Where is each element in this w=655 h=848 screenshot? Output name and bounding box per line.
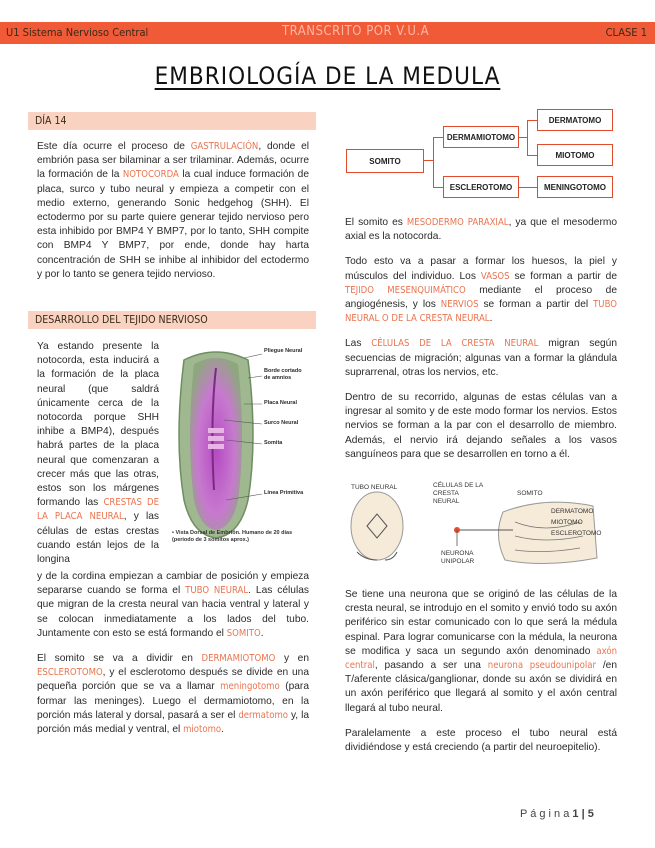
embryo-label-borde: Borde cortado de amnios	[264, 368, 302, 381]
right-paragraph-5: Se tiene una neurona que se originó de las células de la cresta neural, se introdujo en el somito y envió todo su axón periférico sin estar comunicado con lo que será la médula espinal. Para lograr comunicarse con la médula, la neurona se modifica y saca un segundo axón denominado axón central, pasando a ser una neurona pseudounipolar /en T/aferente clásica/ganglionar, donde su axón se dividirá en un axón periférico que llegará al somito y el axón central llegará al tubo neural.	[345, 589, 617, 714]
section1-paragraph: Este día ocurre el proceso de GASTRULACIÓN, donde el embrión pasa ser bilaminar a ser trilaminar. Además, ocurre la formación de la NOTOCORDA la cual induce formación de placa, surco y tubo neural y empieza a competir con el medio externo, generando Sonic hedgehog (SHH). El ectodermo por su parte quiere generar tejido nervioso pero esta inhibido por BMP4 Y BMP7, por lo tanto, SHH compite con BMP4 Y BMP7, por ende, donde hay harta concentración de SHH se inhibe al inhibidor del ectodermo y por lo tanto se genera tejido nervioso.	[37, 141, 309, 280]
header-class: CLASE 1	[605, 26, 647, 39]
box-meningotomo: MENINGOTOMO	[537, 176, 613, 198]
connector	[433, 137, 443, 138]
connector	[527, 120, 528, 156]
right-paragraph-2: Todo esto va a pasar a formar los huesos, la piel y músculos del individuo. Los VASOS se forman a partir de TEJIDO MESENQUIMÁTICO mediante el proceso de angiogénesis, y los NERVIOS se forman a partir del TUBO NEURAL O DE LA CRESTA NEURAL.	[345, 256, 618, 325]
neuron-label-esclerotomo: ESCLEROTOMO	[551, 530, 602, 537]
section2-paragraph-cont: y de la cordina empiezan a cambiar de posición y empieza separarse cuando se forma el TUBO NEURAL. Las células que migran de la cresta neural van hacia ventral y lateral y se colocan inmediatamente a los lados del tubo. Juntamente con esto se está formando el SOMITO.	[37, 571, 309, 639]
connector	[527, 155, 537, 156]
box-dermatomo: DERMATOMO	[537, 109, 613, 131]
neuron-label-unipolar: NEURONA UNIPOLAR	[441, 550, 475, 565]
neuron-label-somito: SOMITO	[517, 490, 543, 497]
neuron-label-miotomo: MIOTOMO	[551, 519, 583, 526]
right-paragraph-6: Paralelamente a este proceso el tubo neural está dividiéndose y está creciendo (a partir del neuroepitelio).	[345, 727, 617, 754]
embryo-label-somita: Somita	[264, 440, 283, 446]
connector	[519, 187, 537, 188]
section2-left-text	[37, 340, 159, 578]
embryo-caption: • Vista Dorsal de Embrión. Humano de 20 días (periodo de 3 somitos aprox.)	[172, 530, 293, 543]
connector	[433, 137, 434, 187]
section1-text	[37, 140, 309, 293]
connector	[527, 120, 537, 121]
section2-paragraph-somito: El somito se va a dividir en DERMAMIOTOMO y en ESCLEROTOMO, y el esclerotomo después se divide en una pequeña porción que se va a llamar meningotomo (para formar las meninges). Luego el dermamiotomo, en la porción más lateral y dorsal, pasará a ser el dermatomo y, la porción más medial y ventral, el miotomo.	[37, 653, 309, 736]
right-paragraph-4: Dentro de su recorrido, algunas de estas células van a ingresar al somito y de este modo formar los nervios. Estos nervios se forman a la par con el desarrollo de miembro. Además, el nervio irá dejando señales a los vasos sanguíneos para que se desarrollen en torno a él.	[345, 392, 617, 460]
embryo-label-surco: Surco Neural	[264, 420, 299, 426]
box-miotomo: MIOTOMO	[537, 144, 613, 166]
connector	[433, 187, 443, 188]
section-heading-dia14: DÍA 14	[28, 112, 316, 130]
section2-full-text	[37, 570, 309, 748]
section2-paragraph-left: Ya estando presente la notocorda, esta inducirá a la formación de la placa neural (que saldrá únicamente cerca de la notocorda porque SHH inhibe a BMP4), después habrá partes de la placa neural que comenzaran a crecer más que las otras, estos son los márgenes formando las CRESTAS DE LA PLACA NEURAL, y las células de estas crestas cuando están lejos de la longina	[37, 341, 159, 566]
page-footer: P á g i n a 1 | 5	[520, 808, 594, 820]
neuron-figure	[345, 478, 617, 578]
header-course: U1 Sistema Nervioso Central	[6, 26, 149, 39]
embryo-label-placa: Placa Neural	[264, 400, 298, 406]
page-title: EMBRIOLOGÍA DE LA MEDULA	[154, 62, 501, 90]
embryo-figure	[164, 340, 314, 550]
page-header	[0, 22, 655, 44]
right-paragraph-1: El somito es MESODERMO PARAXIAL, ya que el mesodermo axial es la notocorda.	[345, 217, 617, 243]
embryo-label-linea: Línea Primitiva	[264, 490, 304, 496]
right-text-top	[345, 216, 617, 473]
neuron-label-tubo: TUBO NEURAL	[351, 484, 398, 491]
box-esclerotomo: ESCLEROTOMO	[443, 176, 519, 198]
neuron-label-celulas: CÉLULAS DE LA CRESTA NEURAL	[433, 482, 483, 505]
section-heading-desarrollo: DESARROLLO DEL TEJIDO NERVIOSO	[28, 311, 316, 329]
box-dermamiotomo: DERMAMIOTOMO	[443, 126, 519, 148]
box-somito: SOMITO	[346, 149, 424, 173]
neuron-label-dermatomo: DERMATOMO	[551, 508, 594, 515]
header-transcriber: TRANSCRITO POR V.U.A	[282, 24, 430, 39]
right-paragraph-3: Las CÉLULAS DE LA CRESTA NEURAL migran según secuencias de migración; algunas van a formar la glándula suprarrenal, otras los nervios, etc.	[345, 338, 618, 378]
embryo-label-pliegue: Pliegue Neural	[264, 348, 303, 354]
right-text-bottom	[345, 588, 617, 766]
